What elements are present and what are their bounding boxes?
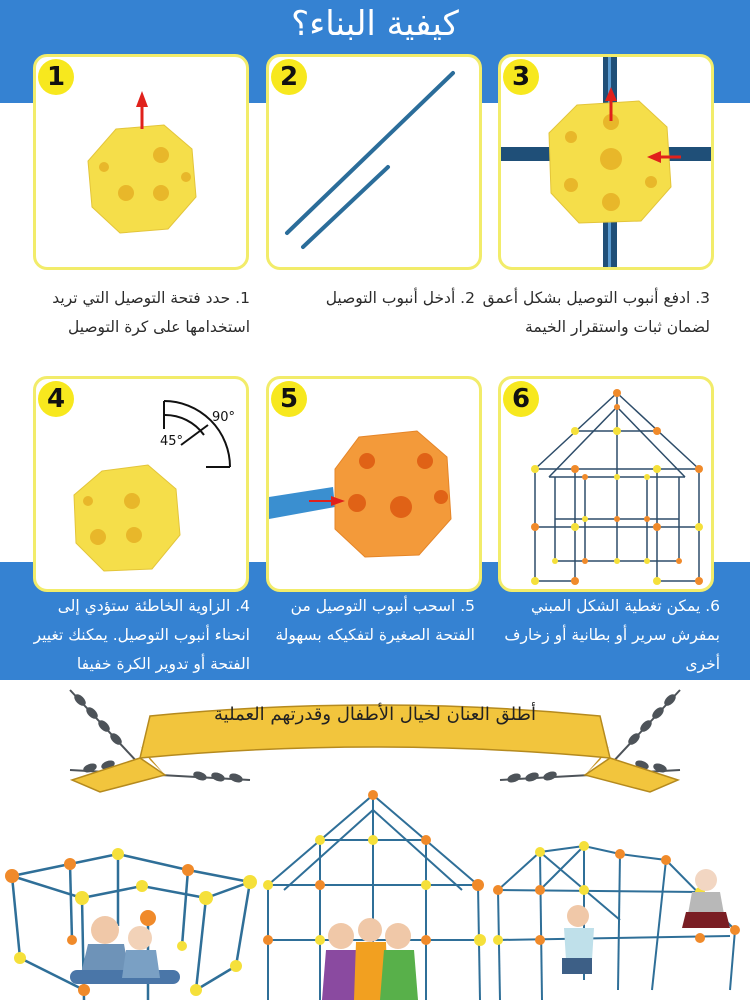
step-panel-3	[498, 54, 714, 270]
angle-label-90: 90°	[212, 410, 236, 425]
children-figure-left	[70, 916, 180, 984]
step-number-badge: 5	[271, 381, 307, 417]
step-caption-1: 1. حدد فتحة التوصيل التي تريد استخدامها على كرة التوصيل	[52, 289, 250, 336]
step-caption-4: 4. الزاوية الخاطئة ستؤدي إلى انحناء أنبوب التوصيل. يمكنك تغيير الفتحة أو تدوير الكرة خفيفا	[33, 597, 250, 673]
children-figure-right	[562, 869, 730, 974]
step-number-badge: 1	[38, 59, 74, 95]
page-title: كيفية البناء؟	[291, 4, 459, 44]
step-panel-4	[33, 376, 249, 592]
step-number-badge: 2	[271, 59, 307, 95]
step-panel-6	[498, 376, 714, 592]
banner-text: أطلق العنان لخيال الأطفال وقدرتهم العملية	[214, 704, 536, 725]
tent-photos	[0, 790, 750, 1000]
step-number-badge: 3	[503, 59, 539, 95]
ribbon-banner-graphic	[0, 680, 750, 795]
children-figure-middle	[322, 918, 418, 1000]
step-caption-3: 3. ادفع أنبوب التوصيل بشكل أعمق لضمان ثبات واستقرار الخيمة	[482, 289, 710, 336]
angle-label-45: 45°	[160, 434, 184, 449]
step-caption-2: 2. أدخل أنبوب التوصيل	[325, 289, 475, 307]
step-caption-6: 6. يمكن تغطية الشكل المبني بمفرش سرير أو بطانية أو زخارف أخرى	[504, 597, 720, 673]
step-panel-2	[266, 54, 482, 270]
step-caption-5: 5. اسحب أنبوب التوصيل من الفتحة الصغيرة لتفكيكه بسهولة	[275, 597, 475, 644]
step-panel-1	[33, 54, 249, 270]
step-panel-5	[266, 376, 482, 592]
step-number-badge: 4	[38, 381, 74, 417]
step-number-badge: 6	[503, 381, 539, 417]
